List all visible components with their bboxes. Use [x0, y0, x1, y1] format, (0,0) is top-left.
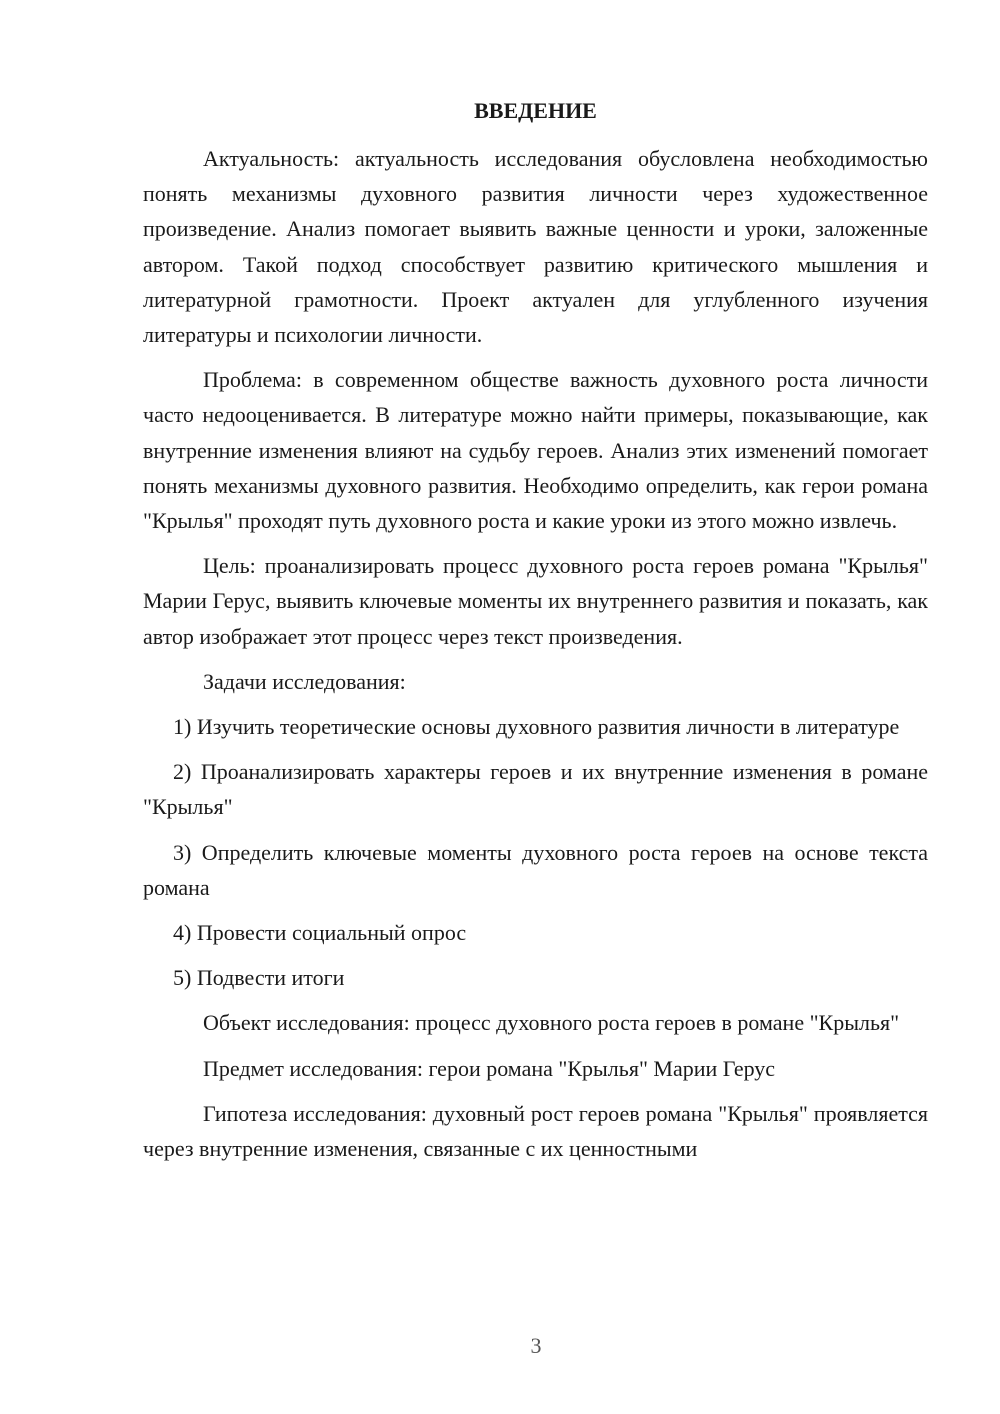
page-number: 3	[530, 1333, 542, 1358]
object-paragraph: Объект исследования: процесс духовного роста героев в романе "Крылья"	[203, 1010, 900, 1036]
relevance-paragraph: Актуальность: актуальность исследования обусловлена необходимостью понять механизмы духовного развития личности через художественное произведение. Анализ помогает выявить важные ценности и уроки, заложенные автором. Такой подход способствует развитию критического мышления и литературной грамотности. Проект актуален для углубленного изучения литературы и психологии личности.	[143, 146, 928, 348]
task-item-5: 5) Подвести итоги	[173, 965, 345, 991]
goal-paragraph: Цель: проанализировать процесс духовного роста героев романа "Крылья" Марии Герус, выявить ключевые моменты их внутреннего развития и показать, как автор изображает этот процесс через текст произведения.	[143, 553, 928, 649]
task-item-3: 3) Определить ключевые моменты духовного роста героев на основе текста романа	[143, 839, 928, 900]
task-item-1: 1) Изучить теоретические основы духовного развития личности в литературе	[173, 714, 900, 740]
tasks-title: Задачи исследования:	[203, 668, 406, 694]
page-title: ВВЕДЕНИЕ	[474, 98, 597, 123]
problem-paragraph: Проблема: в современном обществе важность духовного роста личности часто недооценивается. В литературе можно найти примеры, показывающие, как внутренние изменения влияют на судьбу героев. Анализ этих изменений помогает понять механизмы духовного развития. Необходимо определить, как герои романа "Крылья" проходят путь духовного роста и какие уроки из этого можно извлечь.	[143, 367, 928, 534]
hypothesis-paragraph: Гипотеза исследования: духовный рост героев романа "Крылья" проявляется через внутренние изменения, связанные с их ценностными	[143, 1100, 928, 1162]
document-body	[143, 141, 928, 1176]
subject-paragraph: Предмет исследования: герои романа "Крылья" Марии Герус	[203, 1055, 776, 1081]
task-item-4: 4) Провести социальный опрос	[173, 920, 467, 946]
task-item-2: 2) Проанализировать характеры героев и их внутренние изменения в романе "Крылья"	[143, 759, 928, 820]
